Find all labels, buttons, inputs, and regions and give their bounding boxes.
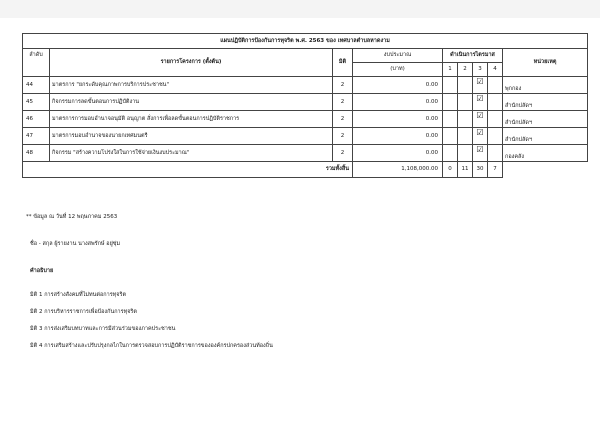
row-dimension: 2 bbox=[333, 111, 353, 128]
check-mark-icon: ☑ bbox=[476, 76, 484, 86]
row-q4 bbox=[488, 77, 503, 94]
total-q1: 0 bbox=[443, 162, 458, 178]
row-q4 bbox=[488, 128, 503, 145]
legend-dimension-3: มิติ 3 การส่งเสริมบทบาทและการมีส่วนร่วมของภาคประชาชน bbox=[30, 326, 176, 332]
row-q2 bbox=[458, 77, 473, 94]
row-number: 46 bbox=[23, 111, 50, 128]
row-budget: 0.00 bbox=[353, 111, 443, 128]
total-q3: 30 bbox=[473, 162, 488, 178]
row-dimension: 2 bbox=[333, 128, 353, 145]
total-label: รวมทั้งสิ้น bbox=[23, 162, 353, 178]
scan-top-edge bbox=[0, 0, 600, 18]
row-budget: 0.00 bbox=[353, 128, 443, 145]
row-budget: 0.00 bbox=[353, 145, 443, 162]
row-project-name: มาตรการ "ยกระดับคุณภาพการบริการประชาชน" bbox=[50, 77, 333, 94]
table-row bbox=[23, 128, 588, 145]
total-q2: 11 bbox=[458, 162, 473, 178]
header-dimension: มิติ bbox=[333, 49, 353, 77]
table-row bbox=[23, 77, 588, 94]
row-dimension: 2 bbox=[333, 94, 353, 111]
row-project-name: มาตรการการมอบอำนาจอนุมัติ อนุญาต สั่งการเพื่อลดขั้นตอนการปฏิบัติราชการ bbox=[50, 111, 333, 128]
row-q4 bbox=[488, 111, 503, 128]
anti-corruption-plan-table bbox=[22, 33, 588, 178]
row-budget: 0.00 bbox=[353, 77, 443, 94]
row-q4 bbox=[488, 145, 503, 162]
legend-dimension-1: มิติ 1 การสร้างสังคมที่ไม่ทนต่อการทุจริต bbox=[30, 292, 127, 298]
row-responsible: กองคลัง bbox=[503, 145, 588, 162]
total-budget: 1,108,000.00 bbox=[353, 162, 443, 178]
row-q2 bbox=[458, 111, 473, 128]
header-quarter-2: 2 bbox=[458, 63, 473, 77]
row-q3 bbox=[473, 77, 488, 94]
row-q1 bbox=[443, 94, 458, 111]
header-status: ดำเนินการไตรมาส bbox=[443, 49, 503, 63]
table-row bbox=[23, 145, 588, 162]
legend-title: คำอธิบาย bbox=[30, 268, 54, 274]
legend-dimension-4: มิติ 4 การเสริมสร้างและปรับปรุงกลไกในการตรวจสอบการปฏิบัติราชการขององค์กรปกครองส่วนท้องถิ่น bbox=[30, 343, 273, 349]
row-q2 bbox=[458, 94, 473, 111]
row-number: 45 bbox=[23, 94, 50, 111]
header-quarter-4: 4 bbox=[488, 63, 503, 77]
row-q1 bbox=[443, 77, 458, 94]
check-mark-icon: ☑ bbox=[476, 127, 484, 137]
row-q3 bbox=[473, 111, 488, 128]
row-responsible: พุกกอง bbox=[503, 77, 588, 94]
table-row bbox=[23, 94, 588, 111]
row-q1 bbox=[443, 111, 458, 128]
row-q1 bbox=[443, 128, 458, 145]
row-project-name: กิจกรรมการลดขั้นตอนการปฏิบัติงาน bbox=[50, 94, 333, 111]
total-row bbox=[23, 162, 588, 178]
row-project-name: กิจกรรม "สร้างความโปร่งใสในการใช้จ่ายเงินงบประมาณ" bbox=[50, 145, 333, 162]
header-responsible: หน่วยเหตุ bbox=[503, 49, 588, 77]
row-responsible: สำนักปลัดฯ bbox=[503, 94, 588, 111]
row-number: 44 bbox=[23, 77, 50, 94]
row-q3 bbox=[473, 145, 488, 162]
header-project: รายการโครงการ (ตั้งต้น) bbox=[50, 49, 333, 77]
header-order: ลำดับ bbox=[23, 49, 50, 77]
row-q4 bbox=[488, 94, 503, 111]
header-budget: งบประมาณ bbox=[353, 49, 443, 63]
legend-dimension-2: มิติ 2 การบริหารราชการเพื่อป้องกันการทุจริต bbox=[30, 309, 137, 315]
row-q2 bbox=[458, 145, 473, 162]
row-dimension: 2 bbox=[333, 77, 353, 94]
row-number: 47 bbox=[23, 128, 50, 145]
row-number: 48 bbox=[23, 145, 50, 162]
total-q4: 7 bbox=[488, 162, 503, 178]
row-responsible: สำนักปลัดฯ bbox=[503, 128, 588, 145]
header-quarter-1: 1 bbox=[443, 63, 458, 77]
header-quarter-3: 3 bbox=[473, 63, 488, 77]
row-dimension: 2 bbox=[333, 145, 353, 162]
total-blank bbox=[503, 162, 588, 178]
row-q1 bbox=[443, 145, 458, 162]
check-mark-icon: ☑ bbox=[476, 93, 484, 103]
table-row bbox=[23, 111, 588, 128]
check-mark-icon: ☑ bbox=[476, 110, 484, 120]
row-project-name: มาตรการมอบอำนาจของนายกเทศมนตรี bbox=[50, 128, 333, 145]
row-responsible: สำนักปลัดฯ bbox=[503, 111, 588, 128]
row-q3 bbox=[473, 94, 488, 111]
check-mark-icon: ☑ bbox=[476, 144, 484, 154]
row-q3 bbox=[473, 128, 488, 145]
row-budget: 0.00 bbox=[353, 94, 443, 111]
row-q2 bbox=[458, 128, 473, 145]
data-date-note: ** ข้อมูล ณ วันที่ 12 พฤษภาคม 2563 bbox=[26, 214, 118, 220]
plan-title: แผนปฏิบัติการป้องกันการทุจริต พ.ศ. 2563 ของ เทศบาลตำบลหาดงาม bbox=[23, 34, 588, 49]
reporter-name: ชื่อ - สกุล ผู้รายงาน นางสพรักษ์ อยู่ซุ่ม bbox=[30, 241, 121, 247]
header-budget-unit: (บาท) bbox=[353, 63, 443, 77]
